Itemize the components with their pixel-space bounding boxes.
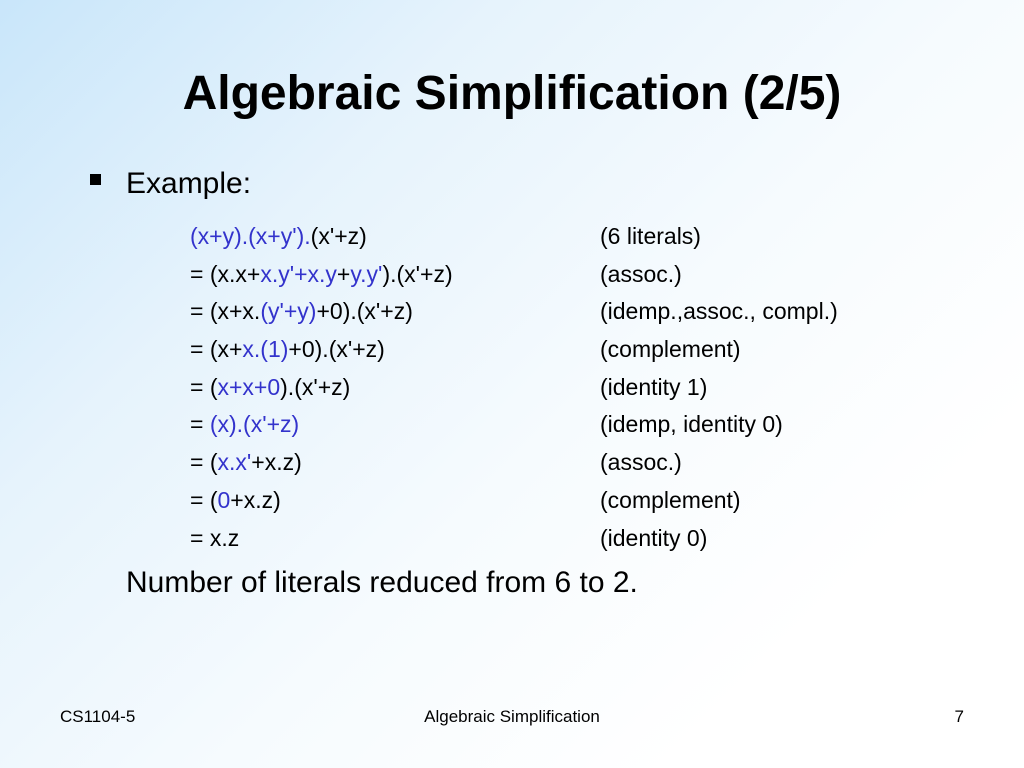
highlighted-term: x.y'+x.y	[260, 260, 337, 287]
expression-term: +	[336, 260, 351, 287]
highlighted-term: (x).(x'+z)	[209, 411, 300, 438]
highlighted-term: x.(1)	[242, 336, 289, 363]
step-expression	[190, 406, 299, 444]
highlighted-term: x+x+0	[217, 373, 281, 400]
bullet-square-icon	[90, 174, 101, 185]
expression-term: = (	[190, 373, 218, 400]
summary-text: Number of literals reduced from 6 to 2.	[126, 566, 638, 599]
step-justification: (idemp.,assoc., compl.)	[600, 298, 838, 325]
step-justification: (identity 1)	[600, 373, 708, 400]
expression-term: +0).(x'+z)	[316, 298, 413, 325]
step-justification: (complement)	[600, 336, 741, 363]
expression-term: +x.z)	[230, 486, 281, 513]
expression-term: = (	[190, 449, 218, 476]
bullet-text: Example:	[126, 167, 252, 200]
expression-term: +x.z)	[251, 449, 302, 476]
step-expression	[190, 293, 413, 331]
step-justification: (6 literals)	[600, 223, 701, 249]
highlighted-term: y.y'	[350, 260, 383, 287]
step-expression	[190, 369, 350, 407]
footer-course: CS1104-5	[60, 707, 136, 726]
step-expression	[190, 331, 385, 369]
step-justification: (identity 0)	[600, 524, 708, 551]
expression-term: = (x+x.	[190, 298, 261, 325]
step-expression	[190, 218, 367, 256]
expression-term: = (x.x+	[190, 260, 261, 287]
footer-topic: Algebraic Simplification	[424, 707, 600, 726]
highlighted-term: x.x'	[217, 449, 252, 476]
step-justification: (complement)	[600, 486, 741, 513]
step-expression	[190, 256, 453, 294]
highlighted-term: (y'+y)	[260, 298, 317, 325]
expression-term: =	[190, 411, 210, 438]
footer-page-number: 7	[954, 707, 964, 726]
step-justification: (idemp, identity 0)	[600, 411, 783, 438]
expression-term: (x'+z)	[310, 223, 367, 249]
highlighted-term: 0	[217, 486, 231, 513]
expression-term: ).(x'+z)	[280, 373, 351, 400]
expression-term: = (	[190, 486, 218, 513]
slide-title: Algebraic Simplification (2/5)	[182, 67, 842, 120]
expression-term: = x.z	[190, 524, 240, 551]
step-justification: (assoc.)	[600, 260, 682, 287]
step-justification: (assoc.)	[600, 449, 682, 476]
highlighted-term: (x+y).(x+y').	[190, 223, 311, 249]
expression-term: ).(x'+z)	[382, 260, 453, 287]
expression-term: = (x+	[190, 336, 243, 363]
step-expression	[190, 444, 302, 482]
step-expression	[190, 482, 281, 520]
expression-term: +0).(x'+z)	[288, 336, 385, 363]
step-expression	[190, 520, 239, 558]
